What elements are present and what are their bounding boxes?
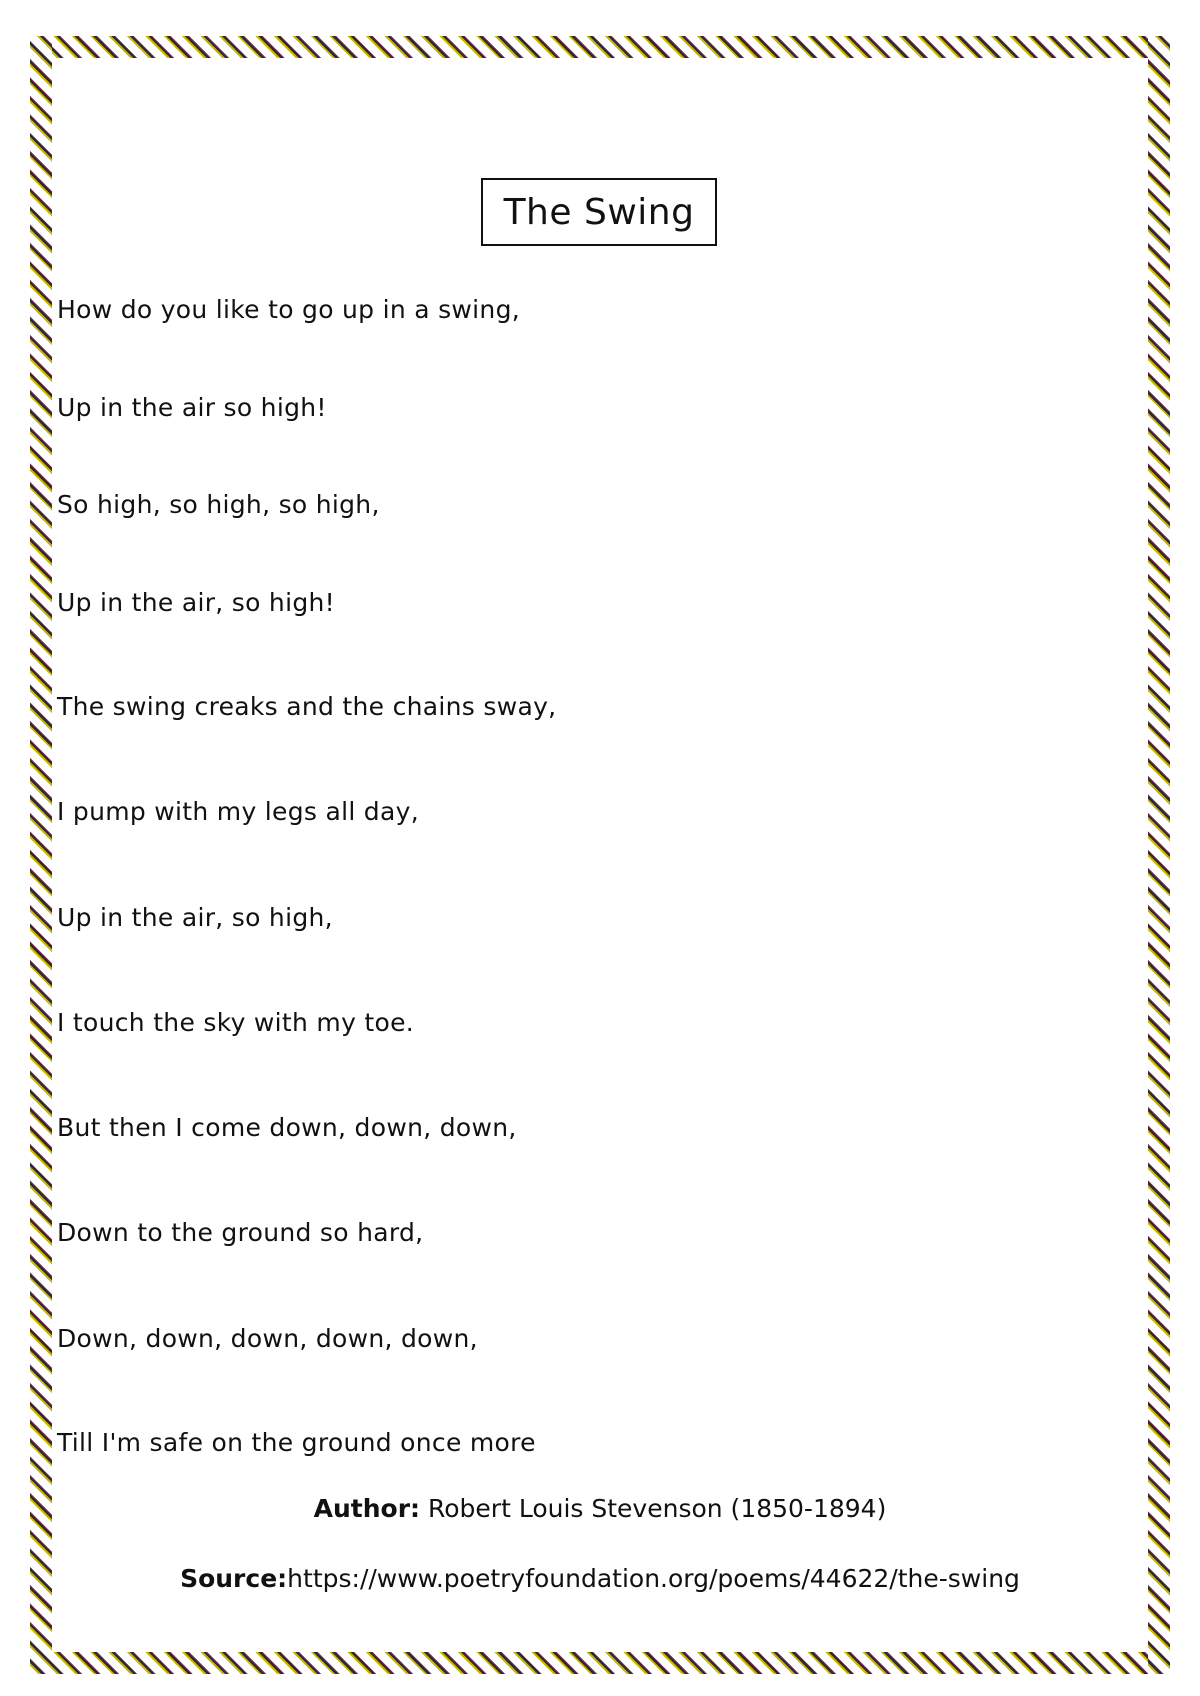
poem-line: Down, down, down, down, down, xyxy=(57,1324,478,1353)
pencil-border-right xyxy=(1148,36,1170,1674)
poem-line: I touch the sky with my toe. xyxy=(57,1008,415,1037)
poem-line: Up in the air, so high, xyxy=(57,903,333,932)
page-title: The Swing xyxy=(503,191,695,233)
poem-line: Down to the ground so hard, xyxy=(57,1218,424,1247)
poem-line: How do you like to go up in a swing, xyxy=(57,295,520,324)
poem-line: The swing creaks and the chains sway, xyxy=(57,692,557,721)
pencil-border-top xyxy=(30,36,1170,58)
author-name: Robert Louis Stevenson (1850-1894) xyxy=(420,1494,887,1523)
author-label: Author: xyxy=(313,1494,421,1523)
author-credit xyxy=(0,1494,1200,1523)
poem-line: So high, so high, so high, xyxy=(57,490,380,519)
source-url: https://www.poetryfoundation.org/poems/44622/the-swing xyxy=(287,1564,1020,1593)
source-credit xyxy=(0,1564,1200,1593)
pencil-border-left xyxy=(30,36,52,1674)
poem-line: Up in the air so high! xyxy=(57,393,327,422)
poem-line: Up in the air, so high! xyxy=(57,588,335,617)
pencil-border-bottom xyxy=(30,1652,1170,1674)
poem-line: I pump with my legs all day, xyxy=(57,797,419,826)
poem-line: Till I'm safe on the ground once more xyxy=(57,1428,536,1457)
source-label: Source: xyxy=(180,1564,288,1593)
title-box xyxy=(481,178,717,246)
poem-line: But then I come down, down, down, xyxy=(57,1113,517,1142)
